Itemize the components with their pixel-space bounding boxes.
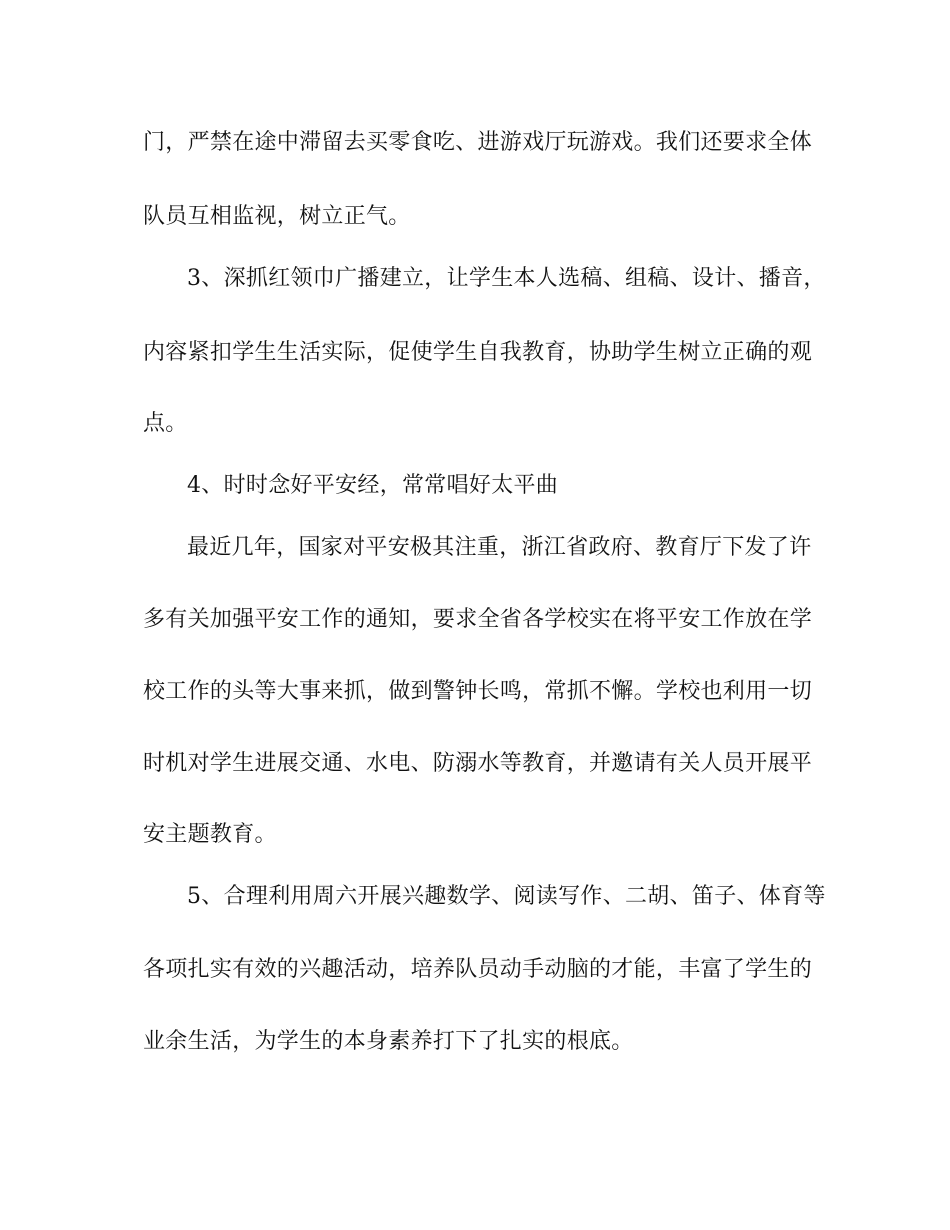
text-line: 各项扎实有效的兴趣活动，培养队员动手动脑的才能，丰富了学生的 (143, 957, 813, 982)
text-line: 业余生活，为学生的本身素养打下了扎实的根底。 (143, 1029, 634, 1054)
section-heading: 4、时时念好平安经，常常唱好太平曲 (187, 473, 559, 498)
paragraph-start-line: 最近几年，国家对平安极其注重，浙江省政府、教育厅下发了许 (187, 535, 812, 560)
text-line: 点。 (143, 411, 188, 436)
text-line: 校工作的头等大事来抓，做到警钟长鸣，常抓不懈。学校也利用一切 (143, 679, 813, 704)
text-line: 内容紧扣学生生活实际，促使学生自我教育，协助学生树立正确的观 (143, 340, 813, 365)
text-line: 安主题教育。 (143, 822, 277, 847)
text-line: 多有关加强平安工作的通知，要求全省各学校实在将平安工作放在学 (143, 607, 813, 632)
text-line: 队员互相监视，树立正气。 (143, 204, 411, 229)
text-line: 门，严禁在途中滞留去买零食吃、进游戏厅玩游戏。我们还要求全体 (143, 130, 813, 155)
paragraph-start-line: 3、深抓红领巾广播建立，让学生本人选稿、组稿、设计、播音， (187, 266, 826, 291)
text-line: 时机对学生进展交通、水电、防溺水等教育，并邀请有关人员开展平 (143, 751, 813, 776)
paragraph-start-line: 5、合理利用周六开展兴趣数学、阅读写作、二胡、笛子、体育等 (187, 884, 826, 909)
